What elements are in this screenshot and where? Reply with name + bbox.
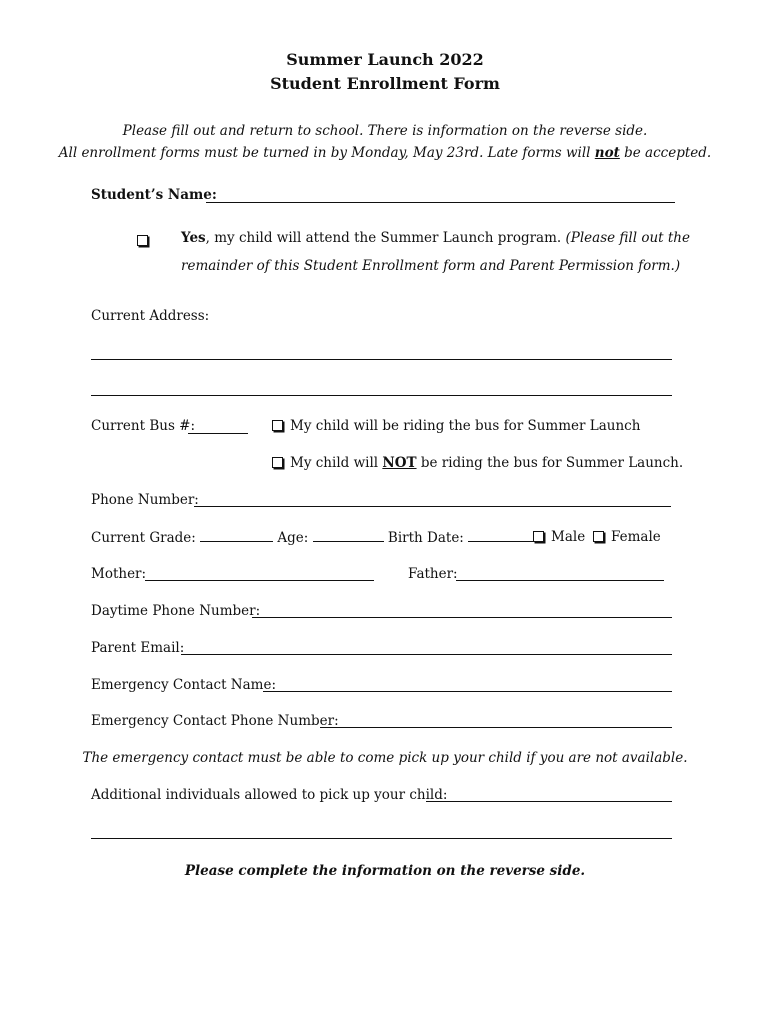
instructions-line2: All enrollment forms must be turned in by Monday, May 23rd. Late forms will not be accepted.: [58, 145, 712, 161]
grade-row: [91, 529, 540, 546]
gender-male-option[interactable]: Male: [533, 529, 585, 545]
checkbox-icon: [137, 235, 148, 246]
attend-text-line2: remainder of this Student Enrollment form and Parent Permission form.): [181, 258, 681, 274]
footer-note: Please complete the information on the reverse side.: [184, 863, 586, 879]
grade-field[interactable]: [200, 529, 273, 542]
emergency-phone-label: Emergency Contact Phone Number:: [91, 713, 339, 729]
emergency-note: The emergency contact must be able to come pick up your child if you are not available.: [82, 750, 688, 766]
daytime-phone-label: Daytime Phone Number:: [91, 603, 261, 619]
not-emphasis: not: [594, 145, 620, 161]
attend-checkbox[interactable]: [137, 233, 155, 249]
pickup-field-line1[interactable]: [426, 801, 672, 802]
bus-number-label: Current Bus #:: [91, 418, 196, 434]
phone-field[interactable]: [194, 506, 671, 507]
checkbox-icon: [593, 531, 604, 542]
checkbox-icon: [272, 420, 283, 431]
emergency-name-label: Emergency Contact Name:: [91, 677, 277, 693]
father-label: Father:: [408, 566, 458, 582]
age-field[interactable]: [313, 529, 384, 542]
mother-label: Mother:: [91, 566, 147, 582]
emergency-phone-field[interactable]: [320, 727, 672, 728]
instructions-line1: Please fill out and return to school. There is information on the reverse side.: [122, 123, 648, 139]
student-name-field[interactable]: [206, 202, 675, 203]
birth-date-field[interactable]: [468, 529, 540, 542]
form-title: Summer Launch 2022: [286, 50, 484, 69]
address-label: Current Address:: [91, 308, 210, 324]
emergency-name-field[interactable]: [263, 691, 672, 692]
grade-label: Current Grade:: [91, 530, 196, 546]
daytime-phone-field[interactable]: [252, 617, 672, 618]
parent-email-label: Parent Email:: [91, 640, 185, 656]
bus-number-field[interactable]: [188, 433, 248, 434]
bus-riding-option[interactable]: My child will be riding the bus for Summer Launch: [272, 418, 640, 434]
address-field-line1[interactable]: [91, 359, 672, 360]
pickup-field-line2[interactable]: [91, 838, 672, 839]
pickup-label: Additional individuals allowed to pick up your child:: [91, 787, 448, 803]
checkbox-icon: [272, 457, 283, 468]
mother-field[interactable]: [145, 580, 374, 581]
bus-not-riding-option[interactable]: My child will NOT be riding the bus for Summer Launch.: [272, 455, 683, 471]
address-field-line2[interactable]: [91, 395, 672, 396]
form-subtitle: Student Enrollment Form: [270, 74, 500, 93]
gender-female-option[interactable]: Female: [593, 529, 661, 545]
age-label: Age:: [277, 530, 309, 546]
birth-date-label: Birth Date:: [387, 530, 464, 546]
parent-email-field[interactable]: [181, 654, 672, 655]
attend-text-line1: Yes, my child will attend the Summer Launch program. (Please fill out the: [181, 230, 690, 246]
student-name-label: Student’s Name:: [91, 187, 217, 203]
father-field[interactable]: [456, 580, 664, 581]
checkbox-icon: [533, 531, 544, 542]
phone-label: Phone Number:: [91, 492, 199, 508]
